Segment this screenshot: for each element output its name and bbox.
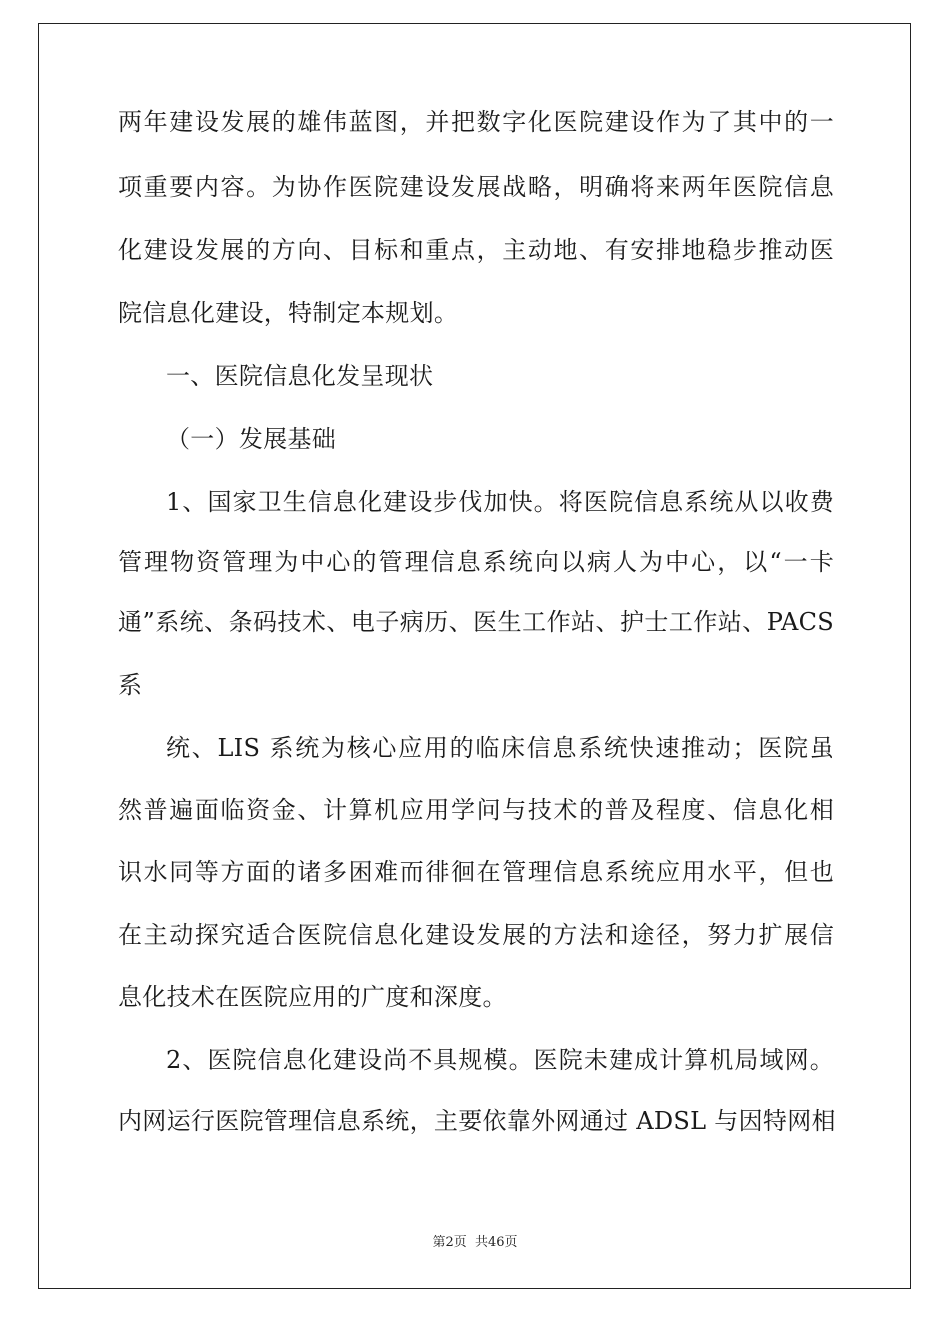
page-footer <box>0 1234 950 1252</box>
text-line: 在主动探究适合医院信息化建设发展的方法和途径，努力扩展信 <box>118 921 834 949</box>
text-line: 统、LIS 系统为核心应用的临床信息系统快速推动；医院虽 <box>166 734 834 762</box>
text-line: 化建设发展的方向、目标和重点，主动地、有安排地稳步推动医 <box>118 236 834 264</box>
text-line: 通”系统、条码技术、电子病历、医生工作站、护士工作站、PACS <box>118 608 834 636</box>
text-line: 2、医院信息化建设尚不具规模。医院未建成计算机局域网。 <box>166 1046 834 1074</box>
page-total: 共46页 <box>474 1235 518 1250</box>
text-line: 系 <box>118 671 143 699</box>
text-line: 院信息化建设，特制定本规划。 <box>118 299 459 327</box>
text-line: 项重要内容。为协作医院建设发展战略，明确将来两年医院信息 <box>118 173 834 201</box>
text-line: 管理物资管理为中心的管理信息系统向以病人为中心，以“一卡 <box>118 548 834 576</box>
text-line: 两年建设发展的雄伟蓝图，并把数字化医院建设作为了其中的一 <box>118 108 834 136</box>
text-line: 识水同等方面的诸多困难而徘徊在管理信息系统应用水平，但也 <box>118 858 834 886</box>
subsection-heading: （一）发展基础 <box>166 425 337 453</box>
page-number: 第2页 <box>432 1235 467 1250</box>
text-line: 然普遍面临资金、计算机应用学问与技术的普及程度、信息化相 <box>118 796 834 824</box>
text-line: 1、国家卫生信息化建设步伐加快。将医院信息系统从以收费 <box>166 488 834 516</box>
section-heading: 一、医院信息化发呈现状 <box>166 362 434 390</box>
page-border <box>38 23 911 1289</box>
text-line: 内网运行医院管理信息系统，主要依靠外网通过 ADSL 与因特网相 <box>118 1107 836 1135</box>
text-line: 息化技术在医院应用的广度和深度。 <box>118 983 507 1011</box>
